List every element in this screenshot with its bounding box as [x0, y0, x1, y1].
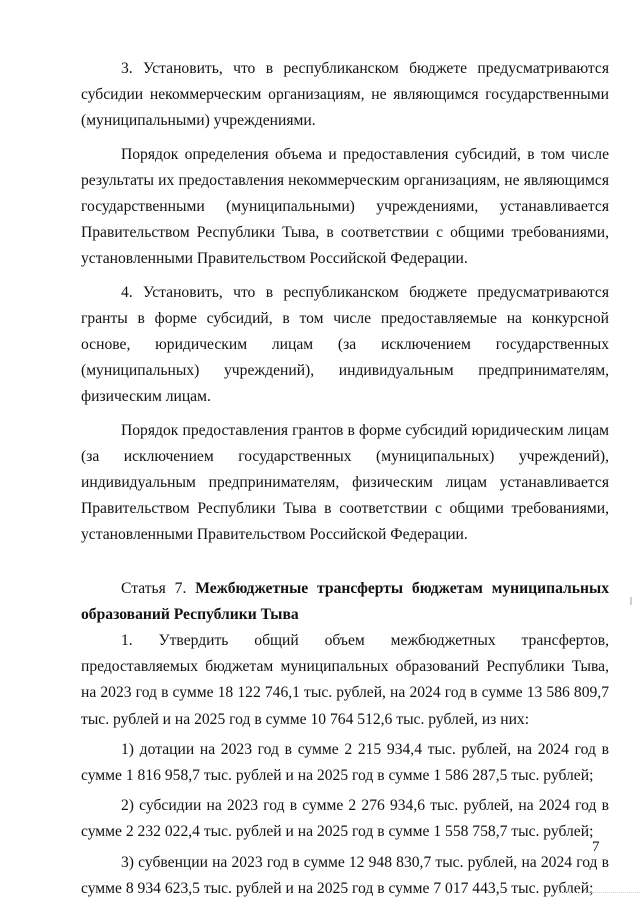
article-prefix: Статья 7. — [121, 579, 187, 597]
paragraph-grant-procedure: Порядок предоставления грантов в форме субсидий юридическим лицам (за исключением государственных (муниципальных) учреждений), индивидуальным предпринимателям, физическим лицам устанавливается Правительством Республики Тыва в соответствии с общими требованиями, установленными Правительством Российской Федерации. — [81, 421, 609, 544]
article-heading — [81, 576, 609, 628]
article-title: Межбюджетные трансферты бюджетам муниципальных образований Республики Тыва — [81, 579, 609, 623]
list-item-subventions: 3) субвенции на 2023 год в сумме 12 948 830,7 тыс. рублей, на 2024 год в сумме 8 934 623,5 тыс. рублей и на 2025 год в сумме 7 017 443,5 тыс. рублей; — [81, 853, 609, 897]
page-number: 7 — [592, 839, 600, 855]
document-page — [81, 56, 609, 906]
paragraph-clause-4: 4. Установить, что в республиканском бюджете предусматриваются гранты в форме субсидий, в том числе предоставляемые на конкурсной основе, юридическим лицам (за исключением государственных (муниципальных) учреждений), индивидуальным предпринимателям, физическим лицам. — [81, 283, 609, 406]
scan-artifact — [630, 597, 632, 605]
paragraph-transfers-total: 1. Утвердить общий объем межбюджетных трансфертов, предоставляемых бюджетам муниципальных образований Республики Тыва, на 2023 год в сумме 18 122 746,1 тыс. рублей, на 2024 год в сумме 13 586 809,7 тыс. рублей и на 2025 год в сумме 10 764 512,6 тыс. рублей, из них: — [81, 632, 609, 728]
list-item-subsidies: 2) субсидии на 2023 год в сумме 2 276 934,6 тыс. рублей, на 2024 год в сумме 2 232 022,4 тыс. рублей и на 2025 год в сумме 1 558 758,7 тыс. рублей; — [81, 797, 609, 841]
paragraph-clause-3: 3. Установить, что в республиканском бюджете предусматриваются субсидии некоммерческим организациям, не являющимся государственными (муниципальными) учреждениями. — [81, 60, 609, 130]
section-spacer — [81, 556, 609, 576]
scan-edge-artifact — [558, 892, 640, 896]
list-item-grants: 1) дотации на 2023 год в сумме 2 215 934,4 тыс. рублей, на 2024 год в сумме 1 816 958,7 тыс. рублей и на 2025 год в сумме 1 586 287,5 тыс. рублей; — [81, 740, 609, 785]
paragraph-subsidy-procedure: Порядок определения объема и предоставления субсидий, в том числе результаты их предоставления некоммерческим организациям, не являющимся государственными (муниципальными) учреждениями, устанавливается Правительством Республики Тыва, в соответствии с общими требованиями, установленными Правительством Российской Федерации. — [81, 145, 609, 268]
